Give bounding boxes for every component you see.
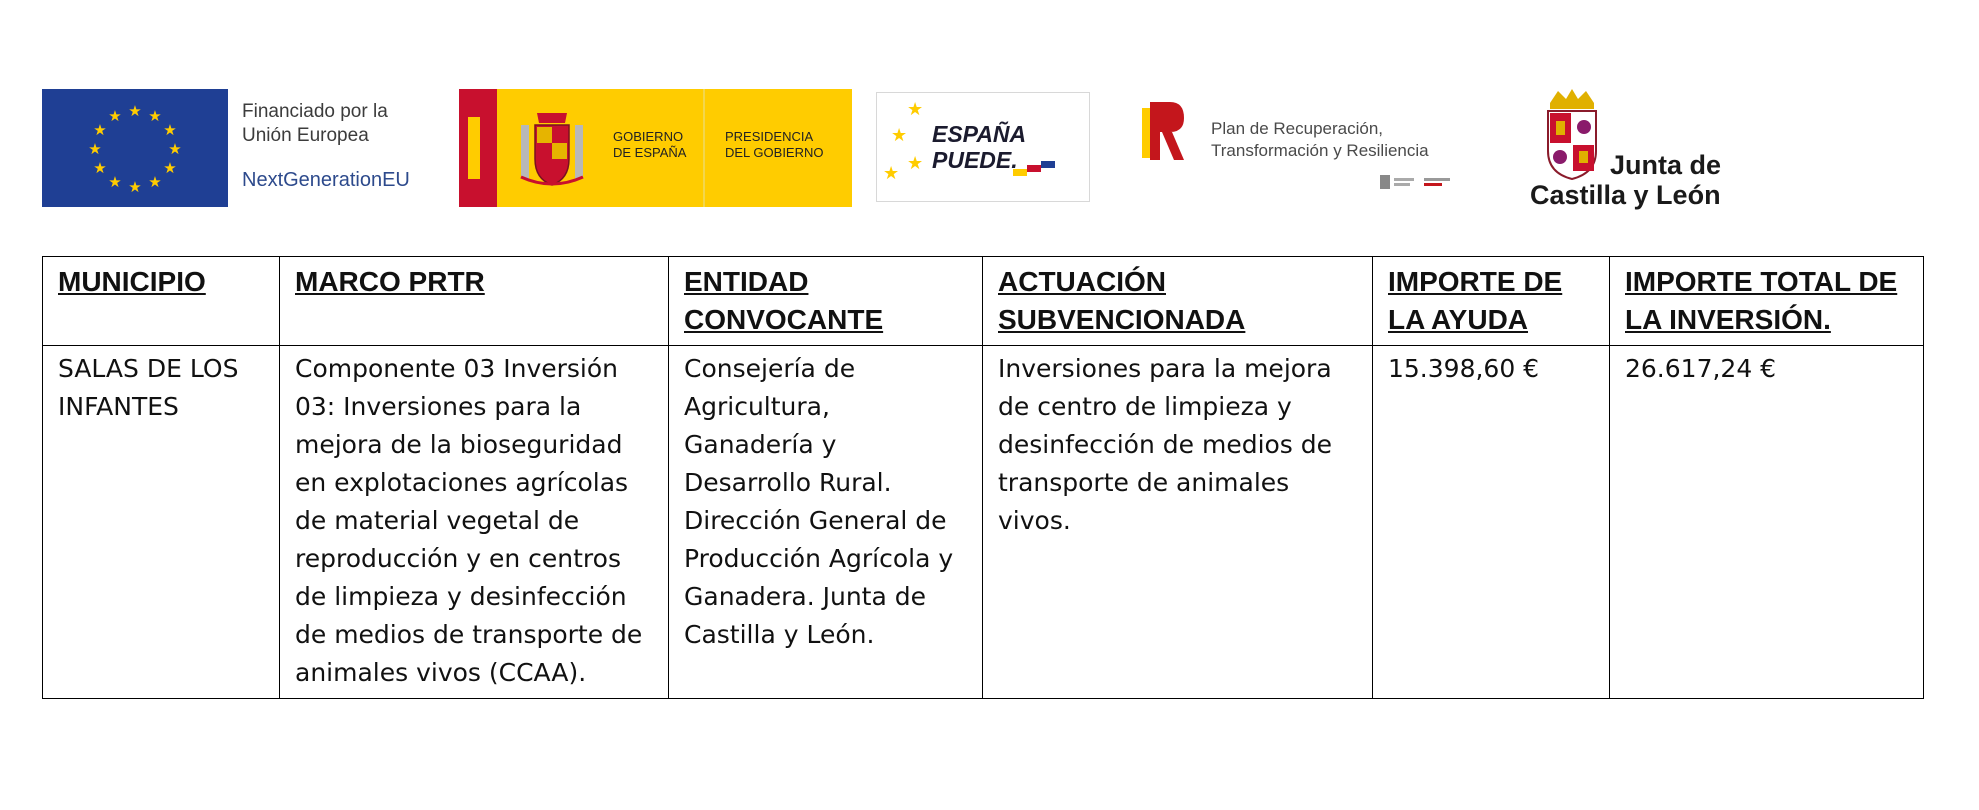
svg-text:★: ★	[907, 99, 924, 119]
svg-text:★: ★	[148, 174, 162, 191]
spain-coat-of-arms-icon	[515, 107, 589, 191]
eu-nextgeneration: NextGenerationEU	[242, 169, 410, 191]
prtr-text: Plan de Recuperación, Transformación y Resiliencia	[1211, 119, 1429, 160]
cell-entidad-convocante: Consejería de Agricultura, Ganadería y Desarrollo Rural. Dirección General de Producción Agrícola y Ganadera. Junta de Castilla y León.	[669, 346, 983, 699]
svg-text:★: ★	[163, 122, 177, 139]
svg-text:★: ★	[168, 141, 182, 158]
eu-funding-text	[242, 100, 410, 192]
table-row	[43, 346, 1924, 699]
header-actuacion-subvencionada: ACTUACIÓN SUBVENCIONADA	[983, 257, 1373, 346]
espana-puede-text: ESPAÑA PUEDE.	[932, 121, 1027, 173]
header-marco-prtr: MARCO PRTR	[280, 257, 669, 346]
svg-text:★: ★	[88, 141, 102, 158]
header-entidad-convocante: ENTIDAD CONVOCANTE	[669, 257, 983, 346]
cell-marco-prtr: Componente 03 Inversión 03: Inversiones para la mejora de la bioseguridad en explotaciones agrícolas de material vegetal de reproducción y en centros de limpieza y desinfección de medios de transporte de animales vivos (CCAA).	[280, 346, 669, 699]
svg-text:★: ★	[883, 163, 900, 183]
eu-stars-icon	[42, 89, 228, 207]
spain-flag-band	[459, 89, 497, 207]
gobierno-divider	[703, 89, 705, 207]
subsidy-table	[42, 256, 1924, 699]
svg-text:★: ★	[93, 160, 107, 177]
prtr-mini-logos-icon	[1378, 172, 1458, 192]
junta-castilla-leon-text	[1530, 150, 1721, 210]
svg-text:★: ★	[108, 174, 122, 191]
svg-text:★: ★	[108, 108, 122, 125]
jcyl-line2: Castilla y León	[1530, 180, 1721, 210]
jcyl-line1: Junta de	[1610, 150, 1722, 180]
table-header-row	[43, 257, 1924, 346]
header-importe-ayuda: IMPORTE DE LA AYUDA	[1373, 257, 1610, 346]
svg-text:★: ★	[148, 108, 162, 125]
svg-text:★: ★	[163, 160, 177, 177]
prtr-r-icon	[1138, 100, 1186, 164]
svg-text:★: ★	[128, 103, 142, 120]
svg-text:★: ★	[891, 125, 908, 145]
espana-puede-logo	[876, 92, 1090, 202]
svg-text:★: ★	[907, 153, 924, 173]
cell-importe-total: 26.617,24 €	[1610, 346, 1924, 699]
cell-actuacion-subvencionada: Inversiones para la mejora de centro de limpieza y desinfección de medios de transporte de animales vivos.	[983, 346, 1373, 699]
gobierno-espana-label: GOBIERNO DE ESPAÑA	[613, 129, 687, 160]
gobierno-espana-logo	[459, 89, 852, 207]
eu-line2: Unión Europea	[242, 125, 369, 146]
presidencia-gobierno-label: PRESIDENCIA DEL GOBIERNO	[725, 129, 824, 160]
svg-text:★: ★	[93, 122, 107, 139]
eu-flag-logo	[42, 89, 228, 207]
svg-text:★: ★	[128, 179, 142, 196]
eu-line1: Financiado por la	[242, 101, 388, 122]
cell-importe-ayuda: 15.398,60 €	[1373, 346, 1610, 699]
header-municipio: MUNICIPIO	[43, 257, 280, 346]
cell-municipio: SALAS DE LOS INFANTES	[43, 346, 280, 699]
logo-band	[0, 0, 1979, 220]
header-importe-total: IMPORTE TOTAL DE LA INVERSIÓN.	[1610, 257, 1924, 346]
